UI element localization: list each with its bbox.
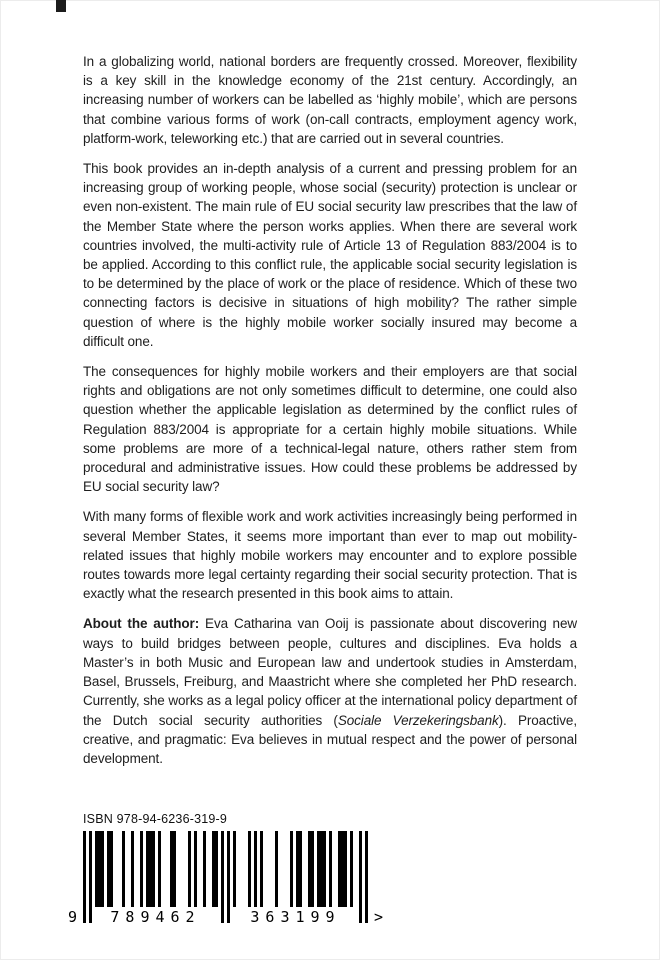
- barcode-digits-right: 363199: [250, 908, 341, 926]
- barcode-digits-left: 789462: [110, 908, 201, 926]
- barcode-digit-first: 9: [68, 908, 78, 926]
- paragraph-consequences: The consequences for highly mobile workers and their employers are that social rights and obligations are not only sometimes difficult to determine, one could also question whether the applicable legislation as determined by the conflict rules of Regulation 883/2004 is appropriate for a certain highly mobile situations. While some problems are more of a technical-legal nature, others rather stem from procedural and administrative issues. How could these problems be addressed by EU social security law?: [83, 364, 577, 495]
- isbn-block: [68, 812, 384, 951]
- about-author-text-1: Eva Catharina van Ooij is passionate about discovering new ways to build bridges between people, cultures and disciplines. Eva holds a Master’s in both Music and European law and undertook studies in Amsterdam, Basel, Brussels, Freiburg, and Maastricht where she completed her PhD research. Currently, she works as a legal policy officer at the international policy department of the Dutch social security authorities (: [83, 616, 578, 728]
- barcode-quiet-zone-arrow: >: [374, 908, 384, 926]
- paragraph-book-description: This book provides an in-depth analysis of a current and pressing problem for an increasing group of working people, whose social (security) protection is unclear or even non-existent. The main rule of EU social security law prescribes that the law of the Member State where the person works applies. When there are several work countries involved, the multi-activity rule of Article 13 of Regulation 883/2004 is to be applied. According to this conflict rule, the applicable social security legislation is to be determined by the place of work or the place of residence. Which of these two connecting factors is decisive in situations of high mobility? The rather simple question of where is the highly mobile worker socially insured may become a difficult one.: [83, 161, 577, 349]
- about-author-italic: Sociale Verzekeringsbank: [337, 712, 499, 728]
- about-author-text-2: ). Proactive, creative, and pragmatic: Eva believes in mutual respect and the power of personal development.: [83, 712, 577, 766]
- about-author-label: About the author:: [83, 616, 200, 632]
- paragraph-intro: In a globalizing world, national borders are frequently crossed. Moreover, flexibility is a key skill in the knowledge economy of the 21st century. Accordingly, an increasing number of workers can be labelled as ‘highly mobile’, which are persons that combine various forms of work (on-call contracts, employment agency work, platform-work, teleworking etc.) that are carried out in several countries.: [83, 54, 577, 146]
- paragraph-aim: With many forms of flexible work and work activities increasingly being performed in several Member States, it seems more important than ever to map out mobility-related issues that highly mobile workers may encounter and to explore possible routes towards more legal certainty regarding their social security protection. That is exactly what the research presented in this book aims to attain.: [83, 509, 577, 602]
- cover-text: [83, 52, 577, 768]
- isbn-label: ISBN 978-94-6236-319-9: [83, 812, 228, 826]
- print-artifact-mark: [56, 0, 66, 12]
- paragraph-about-author: [83, 614, 577, 768]
- ean13-barcode: [68, 831, 384, 951]
